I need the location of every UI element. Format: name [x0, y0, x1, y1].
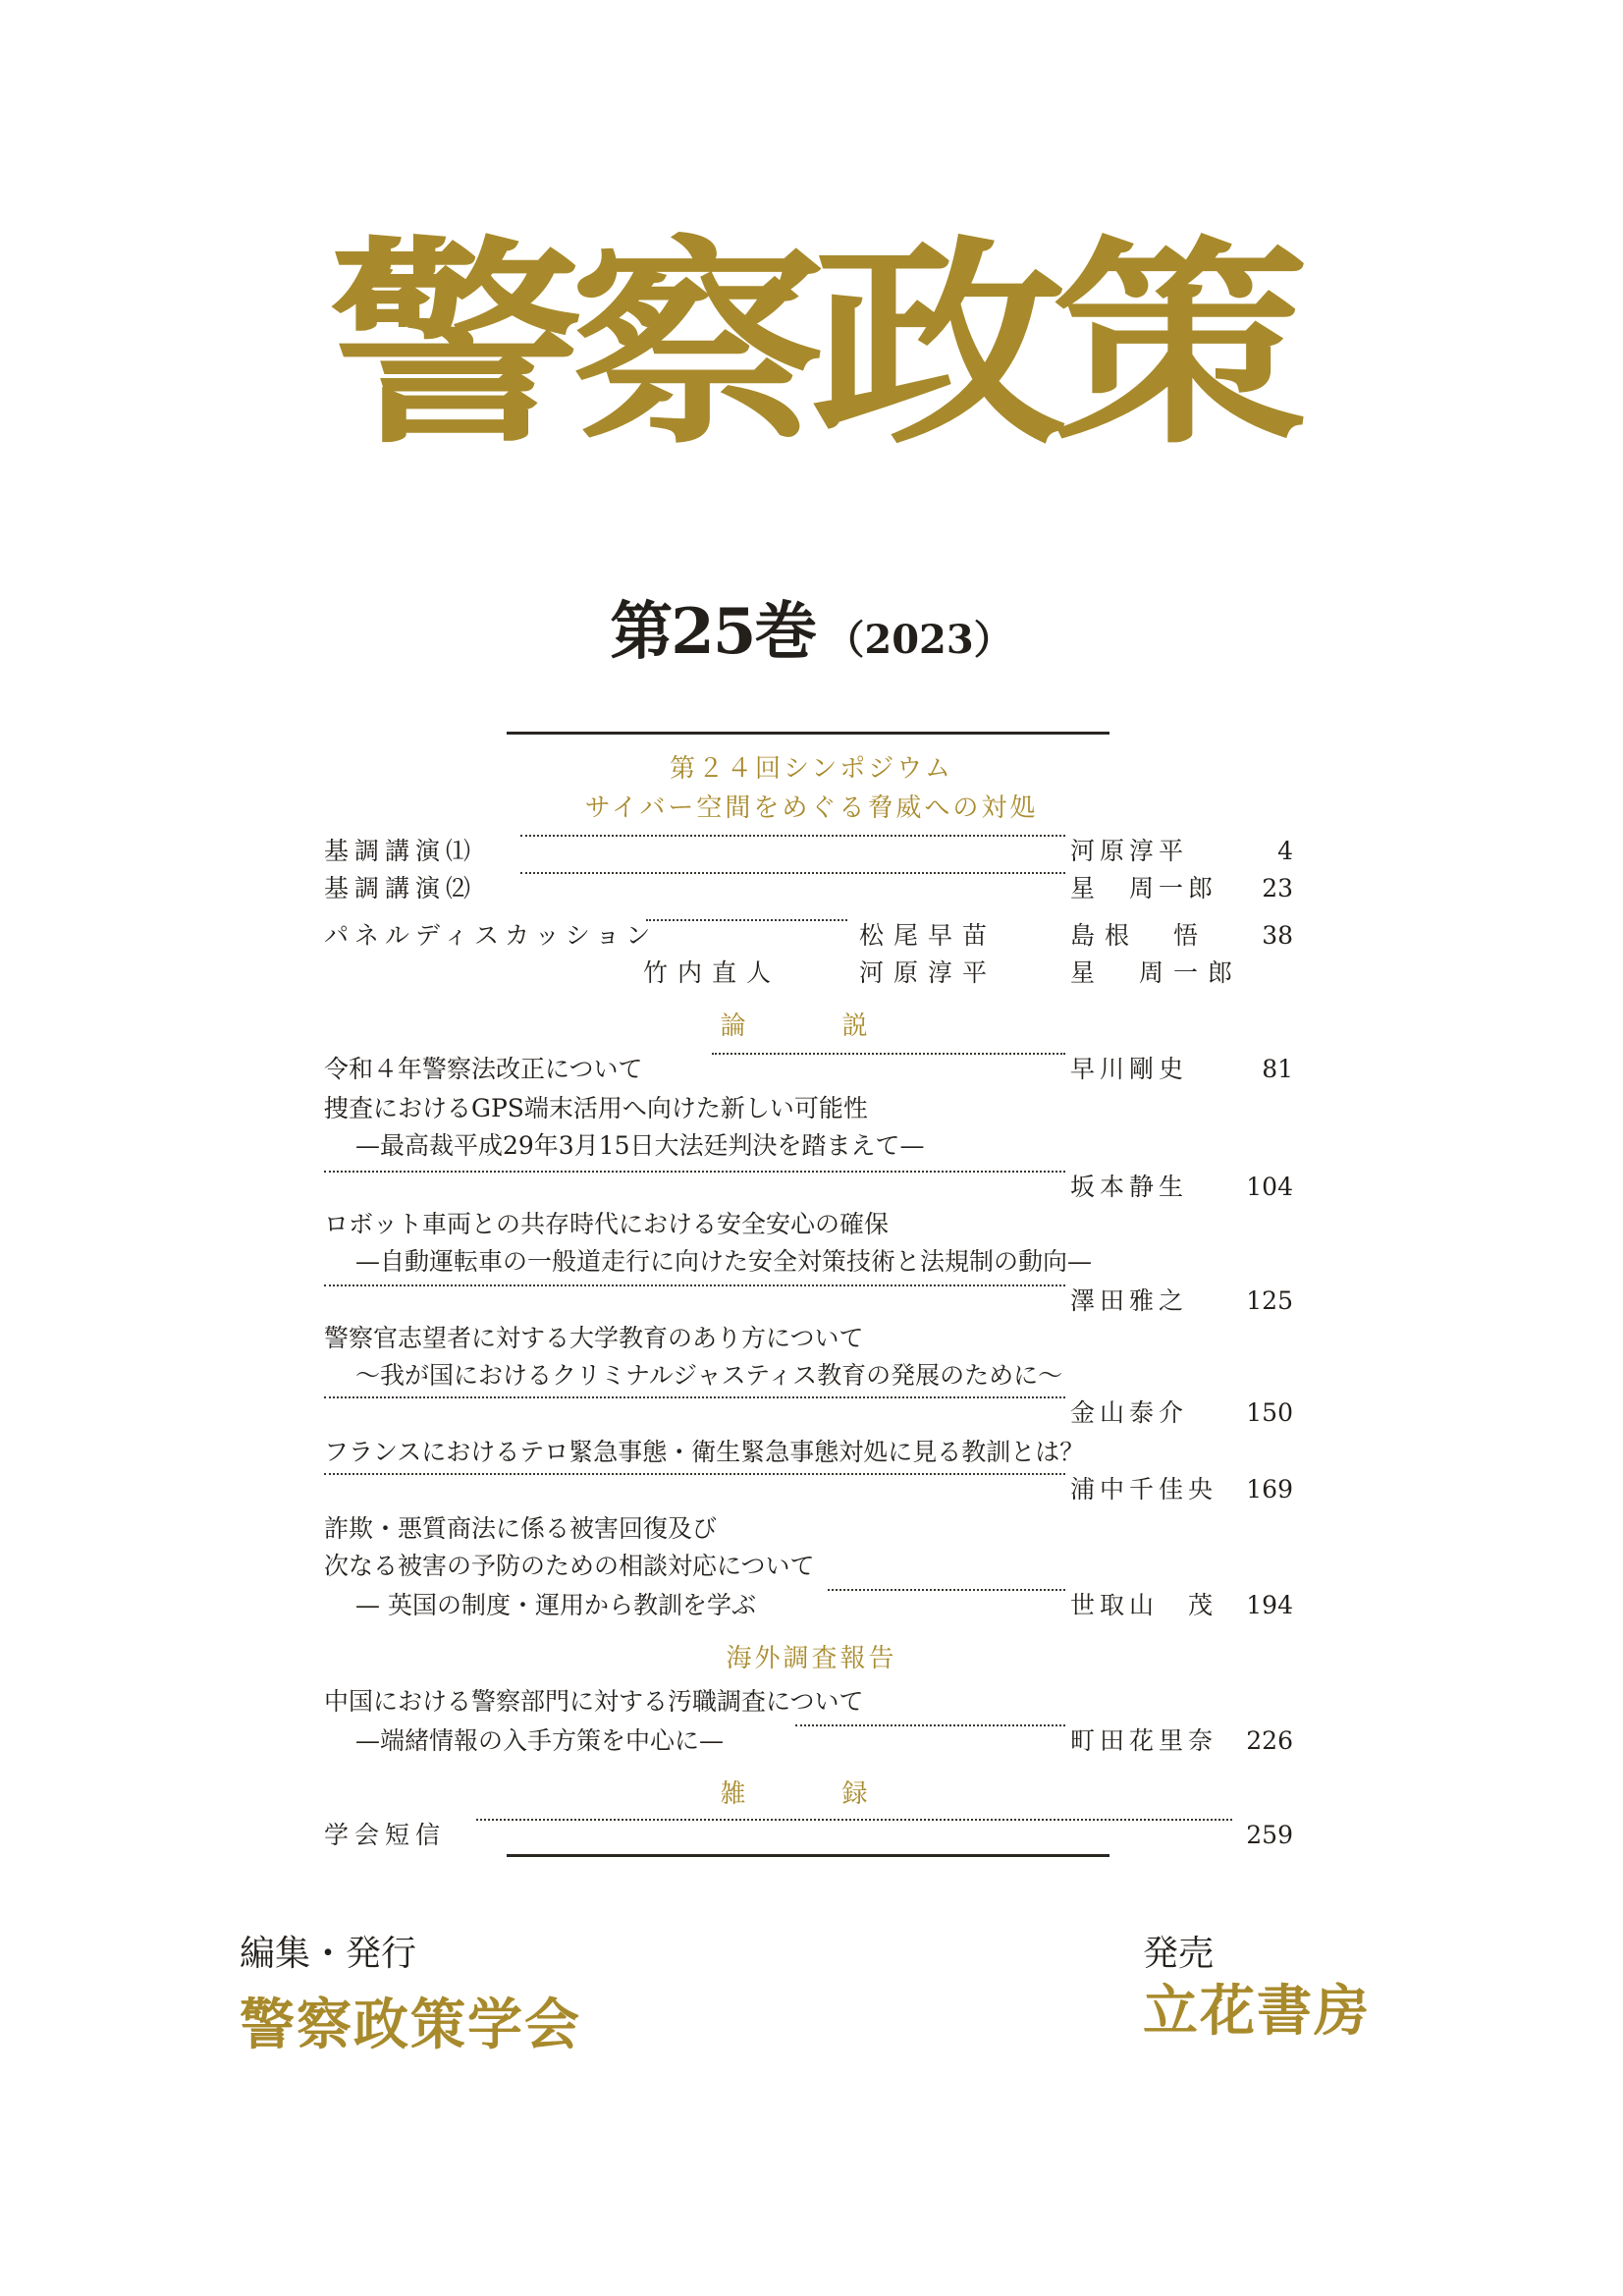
symposium-heading: 第２４回シンポジウム [669, 754, 954, 784]
panelist: 竹内直人 [643, 958, 782, 987]
toc-entry-subtitle: —最高裁平成29年3月15日大法廷判決を踏まえて— [355, 1131, 925, 1160]
toc-entry-title: 次なる被害の予防のための相談対応について [324, 1552, 815, 1580]
toc-entry-author: 金山泰介 [1070, 1398, 1189, 1427]
toc-bottom-rule [507, 1854, 1109, 1857]
toc-entry-title: 令和４年警察法改正について [324, 1055, 643, 1083]
toc-entry-panel-row [0, 957, 1623, 990]
toc-entry-author: 世取山 茂 [1070, 1591, 1218, 1619]
leader-dots [324, 1473, 1065, 1475]
toc-entry-title: ロボット車両との共存時代における安全安心の確保 [324, 1210, 890, 1238]
toc-entry-label: 基調講演⑵ [324, 874, 477, 902]
leader-dots [520, 872, 1065, 874]
toc-entry [0, 835, 1623, 868]
toc-entry-author: 河原淳平 [1070, 837, 1189, 865]
toc-entry-page: 38 [1262, 921, 1293, 950]
leader-dots [324, 1396, 1065, 1398]
toc-entry-title: 詐欺・悪質商法に係る被害回復及び [324, 1514, 718, 1543]
toc-entry-title: 警察官志望者に対する大学教育のあり方について [324, 1324, 864, 1352]
editor-name: 警察政策学会 [240, 1993, 581, 2057]
toc-entry-title: 捜査におけるGPS端末活用へ向けた新しい可能性 [324, 1094, 868, 1122]
toc-entry [0, 1171, 1623, 1204]
leader-dots [646, 919, 847, 921]
toc-entry-author: 浦中千佳央 [1070, 1475, 1218, 1503]
leader-dots [795, 1724, 1065, 1726]
symposium-theme: サイバー空間をめぐる脅威への対処 [584, 793, 1039, 823]
toc-entry [0, 1473, 1623, 1506]
leader-dots [520, 835, 1065, 837]
toc-entry-label: パネルディスカッション [324, 921, 657, 950]
volume-label: 第25巻 [610, 595, 816, 669]
toc-entry [0, 1819, 1623, 1852]
seller-label: 発売 [1143, 1934, 1215, 1974]
toc-entry [0, 1724, 1623, 1758]
toc-entry-title-line [0, 1322, 1623, 1355]
toc-entry-author: 早川剛史 [1070, 1055, 1189, 1083]
toc-entry [0, 1285, 1623, 1318]
editor-label: 編集・発行 [240, 1934, 417, 1974]
toc-entry-panel [0, 919, 1623, 953]
toc-entry-author: 澤田雅之 [1070, 1286, 1189, 1315]
toc-entry-label: 基調講演⑴ [324, 837, 477, 865]
toc-entry-page: 125 [1246, 1286, 1293, 1315]
toc-entry-subtitle-line [0, 1245, 1623, 1279]
toc-entry-page: 226 [1246, 1726, 1293, 1755]
toc-entry [0, 1589, 1623, 1622]
overseas-heading: 海外調査報告 [726, 1644, 897, 1673]
leader-dots [324, 1285, 1065, 1286]
toc-entry-title-line [0, 1208, 1623, 1241]
toc-entry-page: 194 [1246, 1591, 1293, 1619]
toc-entry-page: 4 [1277, 837, 1293, 865]
panelist: 松尾早苗 [859, 921, 998, 950]
toc-entry [0, 1053, 1623, 1086]
toc-entry [0, 1396, 1623, 1430]
leader-dots [828, 1589, 1065, 1591]
toc-entry-author: 町田花里奈 [1070, 1726, 1218, 1755]
toc-entry-author: 星 周一郎 [1070, 874, 1218, 902]
toc-entry-title-line [0, 1092, 1623, 1125]
toc-entry [0, 872, 1623, 905]
toc-entry-page: 104 [1246, 1173, 1293, 1201]
toc-entry-page: 169 [1246, 1475, 1293, 1503]
leader-dots [324, 1171, 1065, 1173]
leader-dots [476, 1819, 1232, 1821]
toc-entry-title-line [0, 1512, 1623, 1546]
toc-entry-title-line [0, 1550, 1623, 1583]
toc-entry-title-line [0, 1685, 1623, 1719]
toc-top-rule [507, 732, 1109, 735]
toc-entry-subtitle: ～我が国におけるクリミナルジャスティス教育の発展のために～ [355, 1361, 1063, 1390]
toc-entry-page: 23 [1262, 874, 1293, 902]
panelist: 島根 悟 [1070, 921, 1209, 950]
panelist: 河原淳平 [859, 958, 998, 987]
volume-number [0, 595, 1623, 669]
toc-entry-page: 81 [1262, 1055, 1293, 1083]
toc-entry-title: フランスにおけるテロ緊急事態・衛生緊急事態対処に見る教訓とは？ [324, 1438, 1085, 1466]
toc-entry-author: 坂本静生 [1070, 1173, 1189, 1201]
toc-entry-label: 学会短信 [324, 1821, 447, 1849]
toc-entry-title-line [0, 1436, 1623, 1469]
volume-year: （2023） [825, 617, 1013, 663]
toc-entry-subtitle-line [0, 1359, 1623, 1393]
panelist: 星 周一郎 [1070, 958, 1243, 987]
leader-dots [712, 1053, 1065, 1055]
toc-entry-subtitle: — 英国の制度・運用から教訓を学ぶ [355, 1591, 756, 1619]
toc-entry-page: 150 [1246, 1398, 1293, 1427]
seller-name: 立花書房 [1143, 1979, 1371, 2044]
misc-heading: 雑 録 [720, 1779, 903, 1809]
toc-entry-page: 259 [1246, 1821, 1293, 1849]
toc-entry-subtitle: —端緒情報の入手方策を中心に— [355, 1726, 725, 1755]
articles-heading: 論 説 [720, 1011, 903, 1041]
toc-entry-title: 中国における警察部門に対する汚職調査について [324, 1687, 864, 1716]
toc-entry-subtitle-line [0, 1129, 1623, 1163]
toc-entry-subtitle: —自動運転車の一般道走行に向けた安全対策技術と法規制の動向— [355, 1247, 1093, 1276]
journal-title: 警察政策 [328, 216, 1295, 474]
